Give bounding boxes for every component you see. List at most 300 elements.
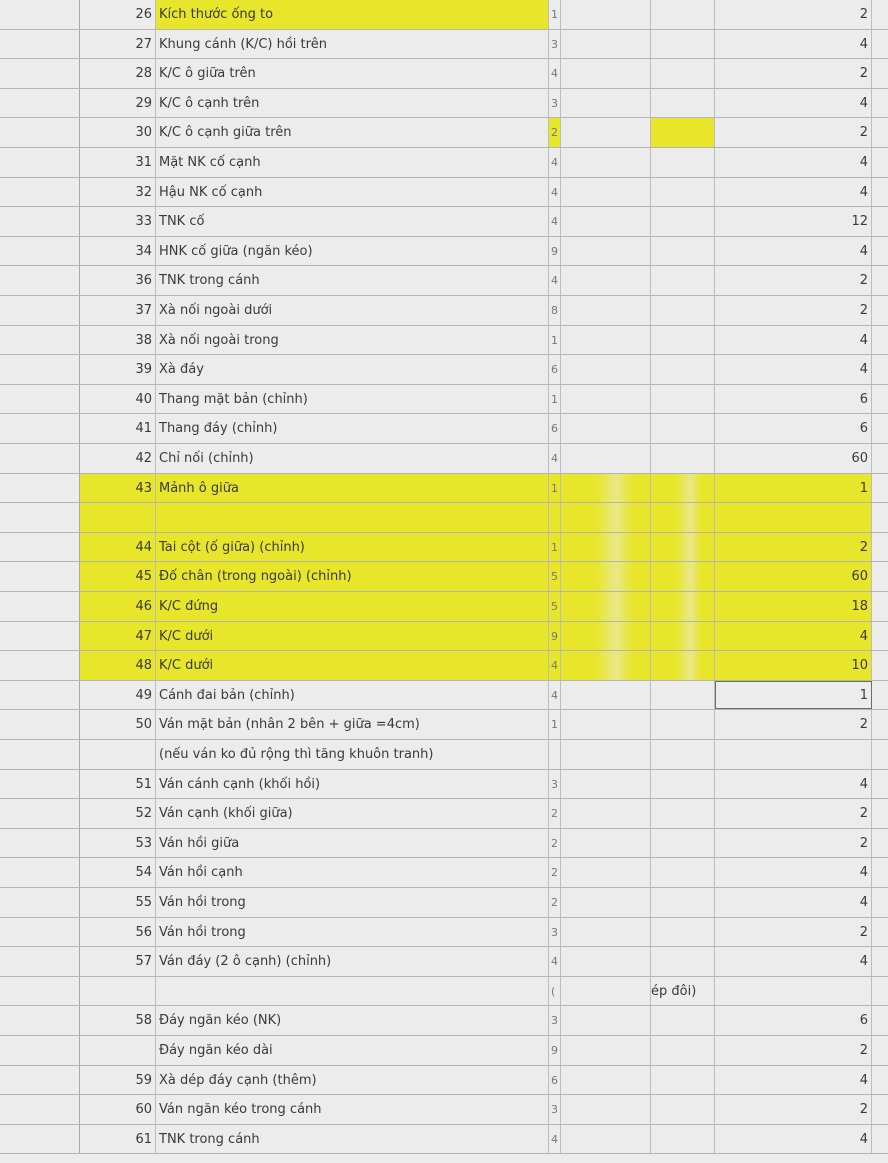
cell[interactable] (872, 977, 888, 1006)
cell[interactable] (651, 888, 715, 917)
cell[interactable] (872, 118, 888, 147)
cell[interactable] (651, 651, 715, 680)
value-cell[interactable]: 6 (715, 1006, 872, 1035)
quantity-cell[interactable]: 2 (549, 799, 561, 828)
row-number-cell[interactable]: 44 (80, 533, 156, 562)
value-cell[interactable]: 2 (715, 118, 872, 147)
description-cell[interactable]: Thang mặt bản (chỉnh) (156, 385, 549, 414)
description-cell[interactable]: Ván mặt bản (nhân 2 bên + giữa =4cm) (156, 710, 549, 739)
cell[interactable] (561, 1125, 651, 1154)
quantity-cell[interactable]: 3 (549, 1095, 561, 1124)
row-number-cell[interactable]: 48 (80, 651, 156, 680)
row-header-cell[interactable] (0, 562, 80, 591)
value-cell[interactable]: 4 (715, 89, 872, 118)
cell[interactable] (872, 740, 888, 769)
cell[interactable] (872, 385, 888, 414)
description-cell[interactable]: Chỉ nối (chỉnh) (156, 444, 549, 473)
value-cell[interactable]: 4 (715, 858, 872, 887)
value-cell[interactable]: 18 (715, 592, 872, 621)
row-number-cell[interactable]: 60 (80, 1095, 156, 1124)
cell[interactable] (872, 503, 888, 532)
cell[interactable] (651, 414, 715, 443)
cell[interactable] (651, 266, 715, 295)
description-cell[interactable]: K/C dưới (156, 622, 549, 651)
cell[interactable] (872, 59, 888, 88)
quantity-cell[interactable]: 4 (549, 178, 561, 207)
description-cell[interactable] (156, 977, 549, 1006)
row-header-cell[interactable] (0, 266, 80, 295)
quantity-cell[interactable]: 4 (549, 148, 561, 177)
quantity-cell[interactable]: 5 (549, 592, 561, 621)
cell[interactable] (561, 503, 651, 532)
row-number-cell[interactable]: 40 (80, 385, 156, 414)
cell[interactable] (872, 237, 888, 266)
value-cell[interactable]: 2 (715, 266, 872, 295)
cell[interactable] (561, 1006, 651, 1035)
cell[interactable] (561, 355, 651, 384)
value-cell[interactable]: 2 (715, 0, 872, 29)
row-number-cell[interactable]: 46 (80, 592, 156, 621)
cell[interactable] (561, 266, 651, 295)
quantity-cell[interactable]: 9 (549, 237, 561, 266)
cell[interactable] (651, 118, 715, 147)
description-cell[interactable]: (nếu ván ko đủ rộng thì tăng khuôn tranh) (156, 740, 549, 769)
cell[interactable] (872, 148, 888, 177)
description-cell[interactable]: Ván hồi cạnh (156, 858, 549, 887)
row-header-cell[interactable] (0, 977, 80, 1006)
cell[interactable] (651, 30, 715, 59)
cell[interactable] (651, 592, 715, 621)
cell[interactable] (651, 770, 715, 799)
row-header-cell[interactable] (0, 207, 80, 236)
cell[interactable] (872, 622, 888, 651)
cell[interactable] (561, 710, 651, 739)
cell[interactable] (872, 296, 888, 325)
cell[interactable] (561, 444, 651, 473)
value-cell[interactable]: 4 (715, 148, 872, 177)
description-cell[interactable]: Ván hồi trong (156, 888, 549, 917)
description-cell[interactable]: Tai cột (ố giữa) (chỉnh) (156, 533, 549, 562)
value-cell[interactable]: 4 (715, 888, 872, 917)
cell[interactable] (872, 592, 888, 621)
cell[interactable] (651, 355, 715, 384)
cell[interactable] (561, 740, 651, 769)
cell[interactable] (651, 207, 715, 236)
cell[interactable] (561, 1095, 651, 1124)
quantity-cell[interactable]: 2 (549, 858, 561, 887)
row-header-cell[interactable] (0, 444, 80, 473)
cell[interactable] (651, 1006, 715, 1035)
row-number-cell[interactable]: 53 (80, 829, 156, 858)
row-number-cell[interactable]: 31 (80, 148, 156, 177)
cell[interactable] (651, 1125, 715, 1154)
cell[interactable] (561, 1066, 651, 1095)
row-header-cell[interactable] (0, 474, 80, 503)
description-cell[interactable]: K/C dưới (156, 651, 549, 680)
description-cell[interactable]: Đố chân (trong ngoài) (chỉnh) (156, 562, 549, 591)
cell[interactable] (651, 385, 715, 414)
row-number-cell[interactable]: 41 (80, 414, 156, 443)
value-cell[interactable]: 4 (715, 1125, 872, 1154)
row-number-cell[interactable]: 28 (80, 59, 156, 88)
value-cell[interactable]: 2 (715, 59, 872, 88)
row-header-cell[interactable] (0, 799, 80, 828)
cell[interactable] (872, 918, 888, 947)
row-header-cell[interactable] (0, 326, 80, 355)
value-cell[interactable]: 2 (715, 296, 872, 325)
quantity-cell[interactable]: 5 (549, 562, 561, 591)
row-number-cell[interactable] (80, 503, 156, 532)
row-header-cell[interactable] (0, 1125, 80, 1154)
description-cell[interactable]: HNK cố giữa (ngăn kéo) (156, 237, 549, 266)
description-cell[interactable]: Ván hồi giữa (156, 829, 549, 858)
description-cell[interactable]: Mảnh ô giữa (156, 474, 549, 503)
cell[interactable] (872, 326, 888, 355)
cell[interactable] (872, 178, 888, 207)
cell[interactable] (651, 1095, 715, 1124)
cell[interactable] (872, 1125, 888, 1154)
cell[interactable] (651, 178, 715, 207)
row-header-cell[interactable] (0, 30, 80, 59)
cell[interactable] (651, 710, 715, 739)
quantity-cell[interactable]: 9 (549, 1036, 561, 1065)
cell[interactable] (872, 355, 888, 384)
cell[interactable] (561, 178, 651, 207)
quantity-cell[interactable]: 3 (549, 1006, 561, 1035)
cell[interactable] (872, 829, 888, 858)
cell[interactable] (651, 740, 715, 769)
cell[interactable] (651, 533, 715, 562)
description-cell[interactable]: K/C ô giữa trên (156, 59, 549, 88)
value-cell[interactable]: 4 (715, 770, 872, 799)
value-cell[interactable]: 2 (715, 533, 872, 562)
quantity-cell[interactable]: 6 (549, 414, 561, 443)
row-header-cell[interactable] (0, 1066, 80, 1095)
cell[interactable] (561, 681, 651, 710)
cell[interactable] (872, 681, 888, 710)
row-header-cell[interactable] (0, 59, 80, 88)
cell[interactable] (651, 681, 715, 710)
row-number-cell[interactable]: 39 (80, 355, 156, 384)
description-cell[interactable]: Kích thước ống to (156, 0, 549, 29)
row-number-cell[interactable]: 43 (80, 474, 156, 503)
cell[interactable] (872, 533, 888, 562)
cell[interactable] (651, 444, 715, 473)
quantity-cell[interactable]: 1 (549, 474, 561, 503)
cell[interactable] (561, 89, 651, 118)
cell[interactable] (872, 562, 888, 591)
cell[interactable] (872, 858, 888, 887)
cell[interactable] (651, 918, 715, 947)
cell[interactable] (872, 207, 888, 236)
row-header-cell[interactable] (0, 1006, 80, 1035)
cell[interactable] (651, 0, 715, 29)
cell[interactable] (561, 1036, 651, 1065)
quantity-cell[interactable]: 9 (549, 622, 561, 651)
row-header-cell[interactable] (0, 681, 80, 710)
row-number-cell[interactable]: 33 (80, 207, 156, 236)
cell[interactable] (561, 977, 651, 1006)
value-cell[interactable]: 4 (715, 30, 872, 59)
value-cell[interactable]: 2 (715, 1095, 872, 1124)
description-cell[interactable]: K/C ô cạnh giữa trên (156, 118, 549, 147)
row-number-cell[interactable]: 50 (80, 710, 156, 739)
row-number-cell[interactable]: 42 (80, 444, 156, 473)
cell[interactable] (872, 1095, 888, 1124)
quantity-cell[interactable]: 4 (549, 444, 561, 473)
description-cell[interactable]: Thang đáy (chỉnh) (156, 414, 549, 443)
quantity-cell[interactable]: 2 (549, 118, 561, 147)
cell[interactable] (872, 1066, 888, 1095)
quantity-cell[interactable]: 3 (549, 770, 561, 799)
description-cell[interactable]: TNK cố (156, 207, 549, 236)
cell[interactable] (872, 888, 888, 917)
value-cell[interactable]: 2 (715, 829, 872, 858)
cell[interactable] (651, 622, 715, 651)
row-number-cell[interactable]: 56 (80, 918, 156, 947)
description-cell[interactable]: Ván cạnh (khối giữa) (156, 799, 549, 828)
row-header-cell[interactable] (0, 918, 80, 947)
cell[interactable] (651, 326, 715, 355)
value-cell[interactable]: 6 (715, 385, 872, 414)
description-cell[interactable]: Ván ngăn kéo trong cánh (156, 1095, 549, 1124)
quantity-cell[interactable]: 4 (549, 59, 561, 88)
row-header-cell[interactable] (0, 740, 80, 769)
row-header-cell[interactable] (0, 533, 80, 562)
quantity-cell[interactable]: 1 (549, 0, 561, 29)
value-cell[interactable]: 6 (715, 414, 872, 443)
cell[interactable] (561, 414, 651, 443)
cell[interactable] (651, 59, 715, 88)
quantity-cell[interactable]: 3 (549, 89, 561, 118)
quantity-cell[interactable]: 4 (549, 947, 561, 976)
row-number-cell[interactable]: 54 (80, 858, 156, 887)
value-cell[interactable] (715, 503, 872, 532)
quantity-cell[interactable]: 4 (549, 681, 561, 710)
value-cell[interactable]: 60 (715, 562, 872, 591)
row-number-cell[interactable]: 59 (80, 1066, 156, 1095)
quantity-cell[interactable]: ( (549, 977, 561, 1006)
description-cell[interactable]: K/C ô cạnh trên (156, 89, 549, 118)
description-cell[interactable]: Xà đáy (156, 355, 549, 384)
value-cell[interactable]: 2 (715, 918, 872, 947)
row-number-cell[interactable]: 30 (80, 118, 156, 147)
row-header-cell[interactable] (0, 947, 80, 976)
row-header-cell[interactable] (0, 89, 80, 118)
value-cell[interactable]: 2 (715, 1036, 872, 1065)
value-cell[interactable]: 60 (715, 444, 872, 473)
row-header-cell[interactable] (0, 710, 80, 739)
row-number-cell[interactable] (80, 1036, 156, 1065)
row-number-cell[interactable]: 47 (80, 622, 156, 651)
quantity-cell[interactable]: 6 (549, 355, 561, 384)
row-number-cell[interactable]: 49 (80, 681, 156, 710)
description-cell[interactable]: Xà nối ngoài trong (156, 326, 549, 355)
description-cell[interactable]: Ván hồi trong (156, 918, 549, 947)
cell[interactable] (651, 858, 715, 887)
row-number-cell[interactable]: 52 (80, 799, 156, 828)
description-cell[interactable]: Ván cánh cạnh (khối hồi) (156, 770, 549, 799)
value-cell[interactable] (715, 977, 872, 1006)
value-cell[interactable] (715, 740, 872, 769)
value-cell[interactable]: 10 (715, 651, 872, 680)
cell[interactable] (872, 474, 888, 503)
row-header-cell[interactable] (0, 770, 80, 799)
cell[interactable] (561, 562, 651, 591)
quantity-cell[interactable]: 3 (549, 918, 561, 947)
row-header-cell[interactable] (0, 385, 80, 414)
value-cell[interactable]: 1 (715, 474, 872, 503)
value-cell[interactable]: 1 (715, 681, 872, 710)
quantity-cell[interactable]: 1 (549, 533, 561, 562)
cell[interactable] (651, 799, 715, 828)
quantity-cell[interactable]: 2 (549, 888, 561, 917)
cell[interactable] (651, 237, 715, 266)
cell[interactable] (872, 710, 888, 739)
description-cell[interactable]: K/C đứng (156, 592, 549, 621)
cell[interactable] (561, 237, 651, 266)
cell[interactable] (872, 89, 888, 118)
cell[interactable] (561, 207, 651, 236)
row-header-cell[interactable] (0, 503, 80, 532)
row-header-cell[interactable] (0, 592, 80, 621)
cell[interactable] (561, 59, 651, 88)
cell[interactable] (561, 770, 651, 799)
cell[interactable] (872, 770, 888, 799)
row-header-cell[interactable] (0, 296, 80, 325)
cell[interactable] (561, 947, 651, 976)
description-cell[interactable]: TNK trong cánh (156, 266, 549, 295)
cell[interactable] (561, 474, 651, 503)
cell[interactable] (651, 562, 715, 591)
quantity-cell[interactable]: 1 (549, 326, 561, 355)
cell[interactable] (651, 89, 715, 118)
row-header-cell[interactable] (0, 118, 80, 147)
description-cell[interactable]: Khung cánh (K/C) hồi trên (156, 30, 549, 59)
cell[interactable] (651, 1036, 715, 1065)
cell[interactable] (561, 326, 651, 355)
row-number-cell[interactable]: 37 (80, 296, 156, 325)
row-number-cell[interactable]: 55 (80, 888, 156, 917)
value-cell[interactable]: 4 (715, 947, 872, 976)
cell[interactable] (561, 118, 651, 147)
value-cell[interactable]: 4 (715, 326, 872, 355)
row-number-cell[interactable]: 45 (80, 562, 156, 591)
quantity-cell[interactable]: 1 (549, 710, 561, 739)
quantity-cell[interactable]: 4 (549, 207, 561, 236)
cell[interactable] (561, 0, 651, 29)
row-number-cell[interactable]: 36 (80, 266, 156, 295)
row-header-cell[interactable] (0, 355, 80, 384)
cell[interactable] (872, 1036, 888, 1065)
cell[interactable] (651, 503, 715, 532)
cell[interactable] (872, 30, 888, 59)
description-cell[interactable]: Đáy ngăn kéo dài (156, 1036, 549, 1065)
quantity-cell[interactable] (549, 503, 561, 532)
cell[interactable] (651, 474, 715, 503)
description-cell[interactable]: TNK trong cánh (156, 1125, 549, 1154)
cell[interactable] (561, 296, 651, 325)
quantity-cell[interactable]: 4 (549, 1125, 561, 1154)
quantity-cell[interactable]: 3 (549, 30, 561, 59)
row-header-cell[interactable] (0, 1036, 80, 1065)
value-cell[interactable]: 4 (715, 178, 872, 207)
row-header-cell[interactable] (0, 622, 80, 651)
row-header-cell[interactable] (0, 1095, 80, 1124)
value-cell[interactable]: 4 (715, 1066, 872, 1095)
cell[interactable] (872, 0, 888, 29)
row-number-cell[interactable]: 32 (80, 178, 156, 207)
description-cell[interactable] (156, 503, 549, 532)
description-cell[interactable]: Mặt NK cố cạnh (156, 148, 549, 177)
cell[interactable] (561, 622, 651, 651)
value-cell[interactable]: 12 (715, 207, 872, 236)
cell[interactable] (561, 30, 651, 59)
description-cell[interactable]: Đáy ngăn kéo (NK) (156, 1006, 549, 1035)
cell[interactable] (561, 888, 651, 917)
quantity-cell[interactable]: 8 (549, 296, 561, 325)
cell[interactable] (561, 829, 651, 858)
quantity-cell[interactable]: 4 (549, 266, 561, 295)
cell[interactable] (872, 1006, 888, 1035)
quantity-cell[interactable]: 6 (549, 1066, 561, 1095)
row-number-cell[interactable]: 57 (80, 947, 156, 976)
row-number-cell[interactable]: 51 (80, 770, 156, 799)
row-number-cell[interactable]: 26 (80, 0, 156, 29)
cell[interactable] (651, 829, 715, 858)
row-number-cell[interactable]: 61 (80, 1125, 156, 1154)
cell[interactable] (561, 799, 651, 828)
cell[interactable]: ép đôi) (651, 977, 715, 1006)
row-header-cell[interactable] (0, 0, 80, 29)
cell[interactable] (872, 651, 888, 680)
row-header-cell[interactable] (0, 651, 80, 680)
row-header-cell[interactable] (0, 178, 80, 207)
cell[interactable] (872, 799, 888, 828)
value-cell[interactable]: 4 (715, 622, 872, 651)
value-cell[interactable]: 2 (715, 799, 872, 828)
cell[interactable] (561, 651, 651, 680)
row-number-cell[interactable]: 29 (80, 89, 156, 118)
row-number-cell[interactable]: 27 (80, 30, 156, 59)
cell[interactable] (561, 918, 651, 947)
quantity-cell[interactable]: 1 (549, 385, 561, 414)
cell[interactable] (872, 444, 888, 473)
row-header-cell[interactable] (0, 858, 80, 887)
row-number-cell[interactable]: 34 (80, 237, 156, 266)
row-number-cell[interactable]: 58 (80, 1006, 156, 1035)
value-cell[interactable]: 4 (715, 237, 872, 266)
cell[interactable] (872, 947, 888, 976)
row-header-cell[interactable] (0, 414, 80, 443)
value-cell[interactable]: 2 (715, 710, 872, 739)
cell[interactable] (651, 148, 715, 177)
cell[interactable] (561, 385, 651, 414)
quantity-cell[interactable]: 2 (549, 829, 561, 858)
row-header-cell[interactable] (0, 148, 80, 177)
quantity-cell[interactable]: 4 (549, 651, 561, 680)
cell[interactable] (561, 148, 651, 177)
row-header-cell[interactable] (0, 237, 80, 266)
cell[interactable] (651, 947, 715, 976)
cell[interactable] (561, 533, 651, 562)
row-number-cell[interactable] (80, 740, 156, 769)
description-cell[interactable]: Ván đáy (2 ô cạnh) (chỉnh) (156, 947, 549, 976)
cell[interactable] (651, 296, 715, 325)
description-cell[interactable]: Xà dép đáy cạnh (thêm) (156, 1066, 549, 1095)
row-header-cell[interactable] (0, 829, 80, 858)
description-cell[interactable]: Xà nối ngoài dưới (156, 296, 549, 325)
